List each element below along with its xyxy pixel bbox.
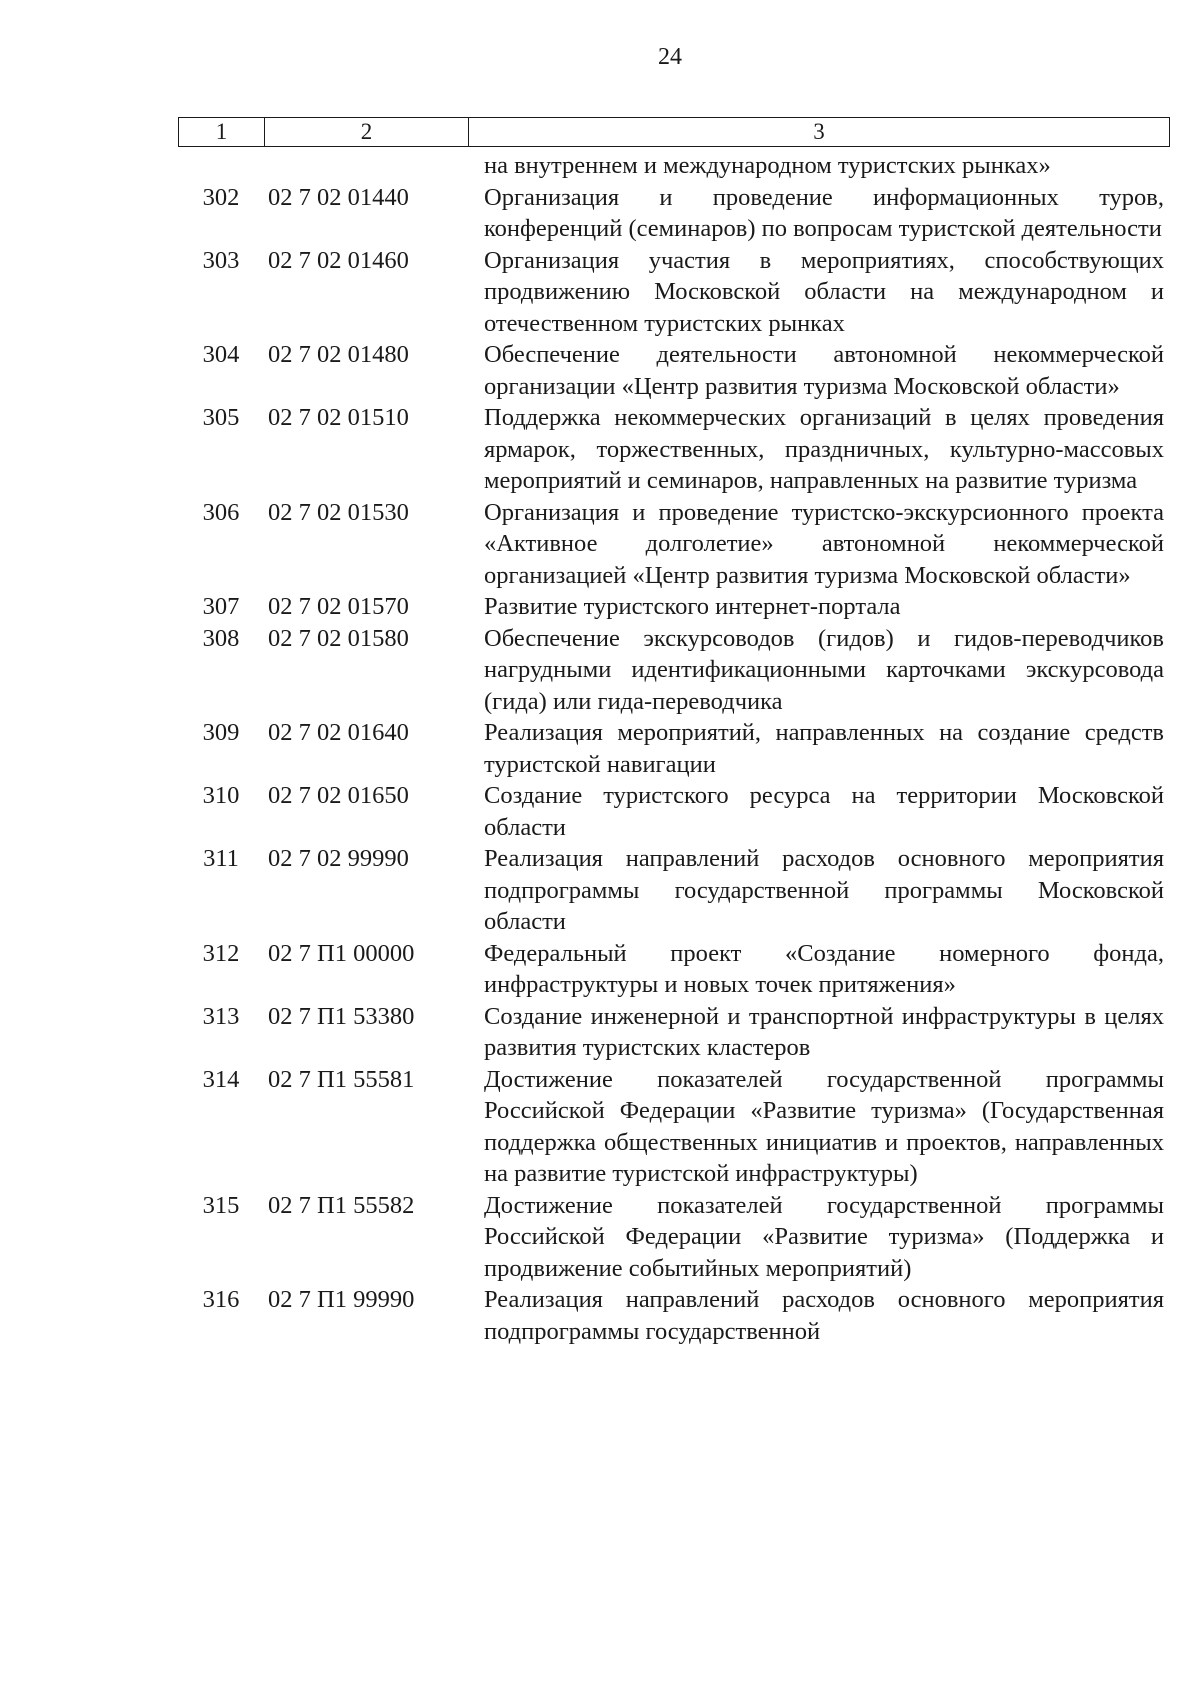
row-code: 02 7 02 01650	[268, 782, 409, 809]
table-row	[178, 591, 1170, 623]
row-code: 02 7 П1 53380	[268, 1002, 415, 1030]
row-code: 02 7 02 01640	[268, 719, 409, 746]
table-row	[178, 717, 1170, 780]
table-row	[178, 402, 1170, 497]
table-row	[178, 497, 1170, 592]
table-row	[178, 182, 1170, 245]
row-description: Реализация направлений расходов основного мероприятия подпрограммы государственной	[484, 1286, 1164, 1345]
row-code: 02 7 02 01570	[268, 593, 409, 620]
row-number: 315	[202, 1191, 240, 1219]
row-number: 305	[202, 404, 240, 431]
continuation-row	[178, 150, 1170, 182]
row-code: 02 7 П1 55582	[268, 1191, 415, 1219]
row-code: 02 7 02 01460	[268, 246, 409, 274]
header-col-1: 1	[179, 118, 265, 146]
table-row	[178, 245, 1170, 340]
row-number: 306	[202, 498, 240, 526]
row-code: 02 7 02 01580	[268, 624, 409, 652]
table-row	[178, 1284, 1170, 1347]
table-row	[178, 1190, 1170, 1285]
row-number: 302	[202, 183, 240, 211]
row-description: Достижение показателей государственной программы Российской Федерации «Развитие туризма» (Государственная поддержка общественных инициатив и проектов, направленных на развитие туристской инфраструктуры)	[484, 1065, 1164, 1187]
row-number: 312	[202, 939, 240, 967]
header-col-2: 2	[265, 118, 469, 146]
row-number: 311	[203, 845, 239, 872]
row-description: Поддержка некоммерческих организаций в целях проведения ярмарок, торжественных, праздничных, культурно-массовых мероприятий и семинаров, направленных на развитие туризма	[484, 404, 1164, 494]
row-description: Обеспечение экскурсоводов (гидов) и гидов-переводчиков нагрудными идентификационными карточками экскурсовода (гида) или гида-переводчика	[484, 624, 1164, 715]
table-row	[178, 1001, 1170, 1064]
row-number: 316	[202, 1286, 240, 1313]
table-header	[178, 117, 1170, 147]
table-row	[178, 843, 1170, 938]
continuation-text: на внутреннем и международном туристских рынках»	[484, 152, 1051, 179]
table-row	[178, 339, 1170, 402]
row-code: 02 7 02 01510	[268, 404, 409, 431]
row-description: Создание туристского ресурса на территории Московской области	[484, 782, 1164, 841]
row-code: 02 7 02 01440	[268, 183, 409, 211]
row-description: Создание инженерной и транспортной инфраструктуры в целях развития туристских кластеров	[484, 1002, 1164, 1061]
table-row	[178, 1064, 1170, 1190]
row-number: 308	[202, 624, 240, 652]
row-number: 307	[202, 593, 240, 620]
row-code: 02 7 02 01480	[268, 341, 409, 368]
row-number: 309	[202, 719, 240, 746]
row-description: Развитие туристского интернет-портала	[484, 593, 901, 620]
header-col-3: 3	[813, 119, 825, 144]
row-description: Организация и проведение туристско-экскурсионного проекта «Активное долголетие» автономной некоммерческой организацией «Центр развития туризма Московской области»	[484, 498, 1164, 589]
table-row	[178, 780, 1170, 843]
row-number: 314	[202, 1065, 240, 1093]
row-description: Реализация мероприятий, направленных на создание средств туристской навигации	[484, 719, 1164, 778]
row-number: 313	[202, 1002, 240, 1030]
row-description: Достижение показателей государственной программы Российской Федерации «Развитие туризма» (Поддержка и продвижение событийных мероприятий)	[484, 1191, 1164, 1282]
row-number: 303	[202, 246, 240, 274]
row-code: 02 7 П1 99990	[268, 1286, 415, 1313]
row-code: 02 7 П1 00000	[268, 939, 415, 967]
row-number: 304	[202, 341, 240, 368]
row-code: 02 7 02 01530	[268, 498, 409, 526]
page-number: 24	[658, 44, 682, 70]
row-number: 310	[202, 782, 240, 809]
row-code: 02 7 02 99990	[268, 845, 409, 872]
table-row	[178, 938, 1170, 1001]
row-description: Обеспечение деятельности автономной некоммерческой организации «Центр развития туризма Московской области»	[484, 341, 1164, 400]
row-description: Реализация направлений расходов основного мероприятия подпрограммы государственной программы Московской области	[484, 845, 1164, 935]
row-description: Организация участия в мероприятиях, способствующих продвижению Московской области на международном и отечественном туристских рынках	[484, 246, 1164, 337]
row-description: Организация и проведение информационных туров, конференций (семинаров) по вопросам туристской деятельности	[484, 183, 1164, 242]
table-body	[178, 150, 1170, 1347]
row-code: 02 7 П1 55581	[268, 1065, 415, 1093]
row-description: Федеральный проект «Создание номерного фонда, инфраструктуры и новых точек притяжения»	[484, 939, 1164, 998]
table-row	[178, 623, 1170, 718]
